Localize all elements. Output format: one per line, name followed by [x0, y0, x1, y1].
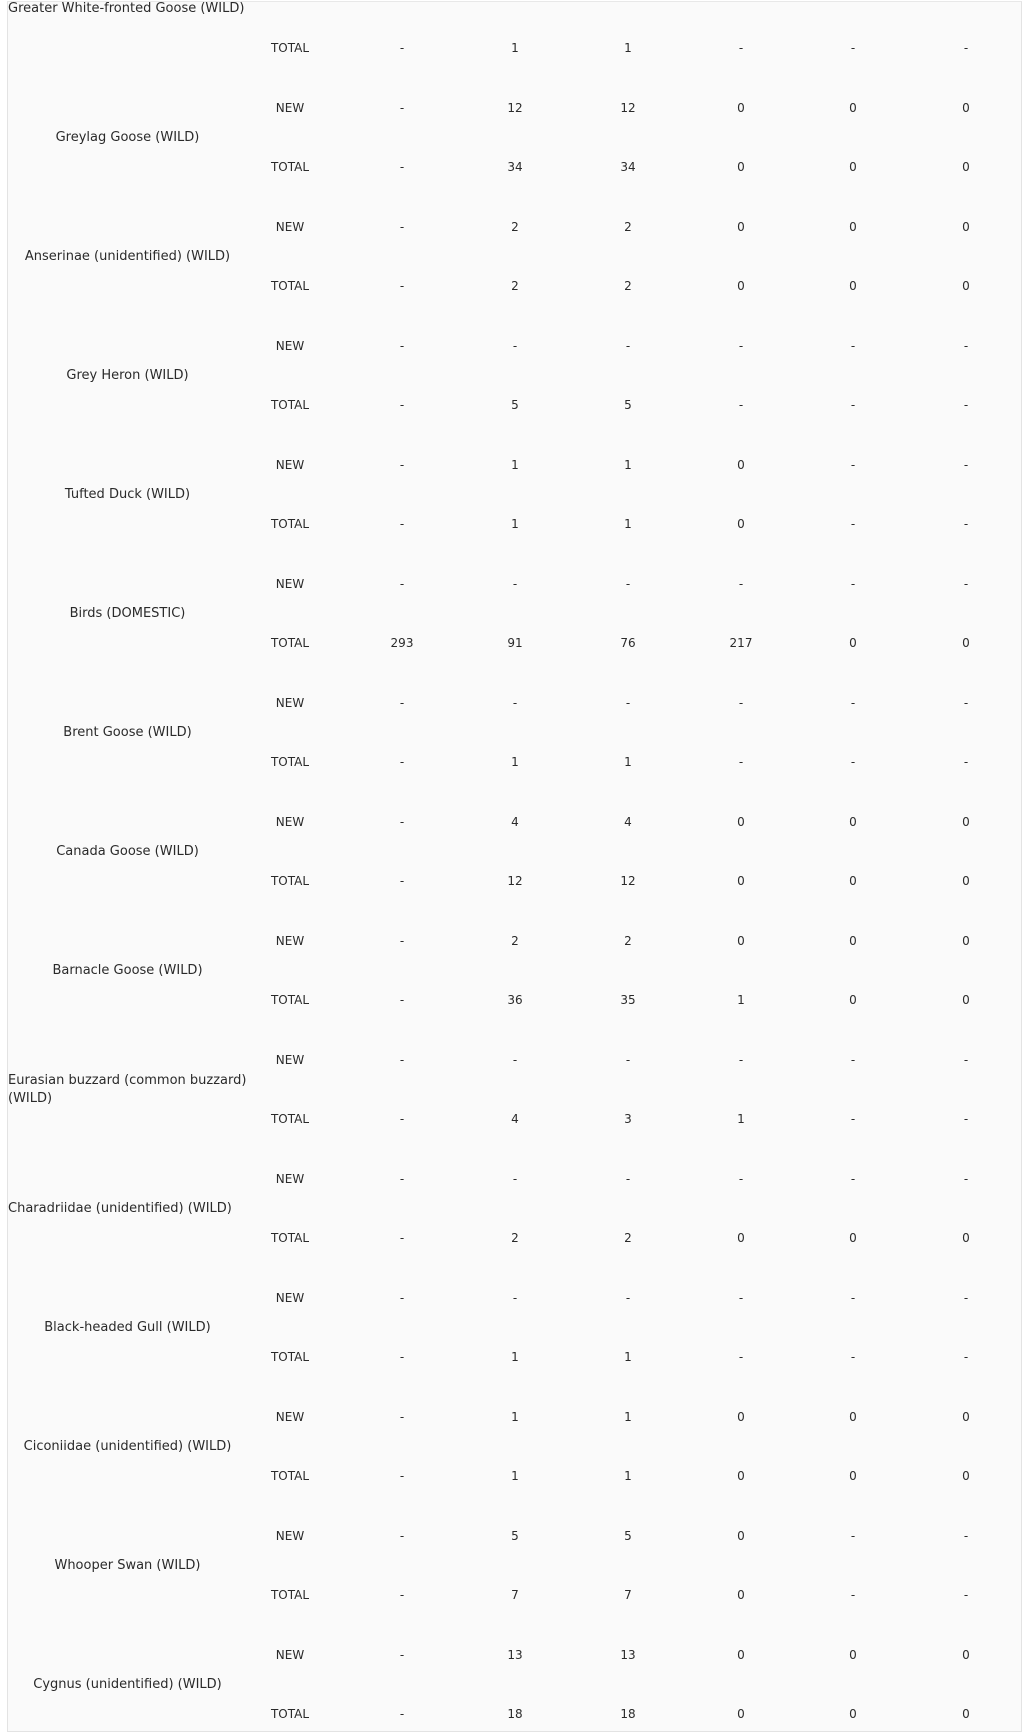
value-cell: -	[399, 1350, 405, 1364]
value-cell: -	[963, 339, 969, 353]
value-cell: -	[963, 458, 969, 472]
value-cell: 0	[962, 279, 970, 293]
species-name: Anserinae (unidentified) (WILD)	[24, 248, 231, 264]
species-name: Barnacle Goose (WILD)	[52, 962, 203, 978]
value-cell: 0	[962, 1648, 970, 1662]
value-cell: 0	[849, 101, 857, 115]
value-cell: -	[399, 1588, 405, 1602]
value-cell: 18	[620, 1707, 636, 1721]
value-cell: -	[738, 41, 744, 55]
row-type-cell: NEW	[275, 458, 305, 472]
row-type-cell: NEW	[275, 339, 305, 353]
value-cell: 3	[624, 1112, 632, 1126]
value-cell: 1	[511, 1350, 519, 1364]
value-cell: 0	[737, 815, 745, 829]
value-cell: -	[963, 1350, 969, 1364]
value-cell: -	[399, 41, 405, 55]
value-cell: -	[738, 755, 744, 769]
table-row	[247, 217, 1022, 237]
row-type-cell: TOTAL	[270, 1588, 310, 1602]
table-row	[247, 693, 1022, 713]
value-cell: 12	[507, 874, 523, 888]
value-cell: 2	[624, 1231, 632, 1245]
table-row	[247, 871, 1022, 891]
value-cell: 0	[849, 636, 857, 650]
value-cell: 5	[511, 398, 519, 412]
value-cell: -	[963, 1053, 969, 1067]
species-name: Ciconiidae (unidentified) (WILD)	[23, 1438, 232, 1454]
value-cell: 0	[737, 1588, 745, 1602]
table-row	[247, 990, 1022, 1010]
value-cell: 1	[511, 1410, 519, 1424]
value-cell: 1	[737, 993, 745, 1007]
value-cell: -	[963, 1112, 969, 1126]
species-name: Whooper Swan (WILD)	[54, 1557, 201, 1573]
value-cell: 1	[737, 1112, 745, 1126]
value-cell: -	[399, 577, 405, 591]
species-table	[7, 1, 1022, 1732]
row-type-cell: TOTAL	[270, 1112, 310, 1126]
value-cell: 2	[511, 220, 519, 234]
table-row	[247, 812, 1022, 832]
value-cell: -	[399, 934, 405, 948]
row-type-cell: TOTAL	[270, 398, 310, 412]
value-cell: 0	[737, 1707, 745, 1721]
row-type-cell: NEW	[275, 1410, 305, 1424]
value-cell: 13	[507, 1648, 523, 1662]
table-row	[247, 1704, 1022, 1724]
table-row	[247, 1050, 1022, 1070]
value-cell: 1	[624, 41, 632, 55]
value-cell: 4	[511, 1112, 519, 1126]
value-cell: -	[963, 755, 969, 769]
value-cell: 5	[624, 398, 632, 412]
table-row	[247, 38, 1022, 58]
value-cell: -	[738, 577, 744, 591]
value-cell: 1	[624, 517, 632, 531]
value-cell: 1	[624, 1469, 632, 1483]
value-cell: -	[399, 1469, 405, 1483]
value-cell: -	[399, 1053, 405, 1067]
value-cell: 0	[737, 1410, 745, 1424]
value-cell: -	[850, 517, 856, 531]
value-cell: 0	[737, 160, 745, 174]
value-cell: 34	[507, 160, 523, 174]
value-cell: 0	[849, 1648, 857, 1662]
value-cell: -	[625, 696, 631, 710]
table-row	[247, 1109, 1022, 1129]
value-cell: -	[850, 1588, 856, 1602]
value-cell: 0	[737, 517, 745, 531]
value-cell: -	[850, 1053, 856, 1067]
species-name: Birds (DOMESTIC)	[69, 605, 186, 621]
value-cell: 5	[511, 1529, 519, 1543]
value-cell: -	[738, 1350, 744, 1364]
value-cell: 0	[737, 1529, 745, 1543]
table-row	[247, 514, 1022, 534]
value-cell: 12	[507, 101, 523, 115]
species-name: Greylag Goose (WILD)	[55, 129, 200, 145]
value-cell: 4	[511, 815, 519, 829]
value-cell: 0	[737, 934, 745, 948]
value-cell: 5	[624, 1529, 632, 1543]
value-cell: -	[850, 577, 856, 591]
value-cell: 0	[737, 220, 745, 234]
species-name: Greater White-fronted Goose (WILD)	[8, 1, 245, 16]
row-type-cell: TOTAL	[270, 1707, 310, 1721]
row-type-cell: NEW	[275, 934, 305, 948]
value-cell: 0	[737, 874, 745, 888]
value-cell: -	[850, 696, 856, 710]
value-cell: -	[512, 1291, 518, 1305]
value-cell: 1	[624, 458, 632, 472]
value-cell: 1	[511, 755, 519, 769]
value-cell: -	[850, 398, 856, 412]
value-cell: 0	[849, 160, 857, 174]
value-cell: 293	[390, 636, 414, 650]
value-cell: 0	[962, 993, 970, 1007]
row-type-cell: TOTAL	[270, 160, 310, 174]
value-cell: 1	[624, 755, 632, 769]
table-row	[247, 931, 1022, 951]
value-cell: -	[738, 1172, 744, 1186]
value-cell: 2	[511, 934, 519, 948]
row-type-cell: NEW	[275, 1172, 305, 1186]
value-cell: 0	[737, 279, 745, 293]
table-row	[247, 1407, 1022, 1427]
row-type-cell: NEW	[275, 1529, 305, 1543]
row-type-cell: NEW	[275, 101, 305, 115]
row-type-cell: NEW	[275, 1291, 305, 1305]
table-row	[247, 1288, 1022, 1308]
value-cell: 0	[849, 874, 857, 888]
value-cell: 36	[507, 993, 523, 1007]
value-cell: -	[512, 339, 518, 353]
value-cell: 0	[849, 934, 857, 948]
value-cell: 0	[737, 458, 745, 472]
value-cell: -	[963, 1172, 969, 1186]
value-cell: 0	[737, 1648, 745, 1662]
value-cell: 0	[849, 1469, 857, 1483]
value-cell: -	[850, 1529, 856, 1543]
value-cell: -	[963, 398, 969, 412]
value-cell: 0	[962, 1469, 970, 1483]
value-cell: 18	[507, 1707, 523, 1721]
value-cell: 1	[624, 1350, 632, 1364]
value-cell: -	[850, 1172, 856, 1186]
value-cell: -	[738, 696, 744, 710]
value-cell: -	[512, 577, 518, 591]
value-cell: 0	[962, 220, 970, 234]
value-cell: -	[850, 755, 856, 769]
row-type-cell: NEW	[275, 220, 305, 234]
species-name: Eurasian buzzard (common buzzard) (WILD)	[8, 1072, 247, 1106]
value-cell: -	[963, 577, 969, 591]
value-cell: -	[399, 220, 405, 234]
table-row	[247, 1585, 1022, 1605]
value-cell: 2	[624, 220, 632, 234]
value-cell: -	[625, 339, 631, 353]
value-cell: -	[399, 1112, 405, 1126]
value-cell: 7	[624, 1588, 632, 1602]
table-row	[247, 157, 1022, 177]
row-type-cell: TOTAL	[270, 755, 310, 769]
table-row	[247, 336, 1022, 356]
value-cell: 91	[507, 636, 523, 650]
value-cell: -	[399, 458, 405, 472]
species-name: Black-headed Gull (WILD)	[44, 1319, 211, 1335]
value-cell: -	[738, 339, 744, 353]
table-row	[247, 276, 1022, 296]
value-cell: -	[738, 1053, 744, 1067]
table-row	[247, 752, 1022, 772]
value-cell: 12	[620, 101, 636, 115]
value-cell: -	[963, 517, 969, 531]
value-cell: -	[625, 1053, 631, 1067]
value-cell: -	[850, 339, 856, 353]
value-cell: -	[399, 993, 405, 1007]
species-name: Tufted Duck (WILD)	[64, 486, 191, 502]
value-cell: -	[399, 874, 405, 888]
value-cell: 7	[511, 1588, 519, 1602]
value-cell: 0	[962, 1231, 970, 1245]
value-cell: -	[963, 1291, 969, 1305]
row-type-cell: TOTAL	[270, 993, 310, 1007]
row-type-cell: TOTAL	[270, 1469, 310, 1483]
value-cell: 1	[511, 41, 519, 55]
value-cell: -	[963, 41, 969, 55]
table-row	[247, 1645, 1022, 1665]
value-cell: 2	[624, 279, 632, 293]
value-cell: 4	[624, 815, 632, 829]
value-cell: -	[399, 815, 405, 829]
value-cell: -	[399, 755, 405, 769]
value-cell: 0	[962, 160, 970, 174]
value-cell: 0	[849, 220, 857, 234]
value-cell: -	[399, 398, 405, 412]
value-cell: -	[399, 517, 405, 531]
value-cell: 0	[849, 993, 857, 1007]
species-name: Canada Goose (WILD)	[56, 843, 199, 859]
table-row	[247, 1466, 1022, 1486]
table-row	[247, 1347, 1022, 1367]
value-cell: 0	[962, 815, 970, 829]
value-cell: 0	[962, 874, 970, 888]
value-cell: 0	[962, 1707, 970, 1721]
value-cell: 0	[849, 815, 857, 829]
value-cell: 0	[849, 1231, 857, 1245]
row-type-cell: TOTAL	[270, 874, 310, 888]
value-cell: 1	[511, 458, 519, 472]
value-cell: 35	[620, 993, 636, 1007]
value-cell: -	[399, 1231, 405, 1245]
row-type-cell: TOTAL	[270, 636, 310, 650]
value-cell: -	[399, 339, 405, 353]
value-cell: 12	[620, 874, 636, 888]
table-row	[247, 1228, 1022, 1248]
row-type-cell: NEW	[275, 1053, 305, 1067]
table-row	[247, 395, 1022, 415]
row-type-cell: NEW	[275, 815, 305, 829]
row-type-cell: TOTAL	[270, 41, 310, 55]
value-cell: -	[399, 160, 405, 174]
value-cell: -	[399, 1172, 405, 1186]
row-type-cell: TOTAL	[270, 279, 310, 293]
value-cell: -	[850, 41, 856, 55]
value-cell: 0	[962, 1410, 970, 1424]
value-cell: -	[963, 696, 969, 710]
table-row	[247, 455, 1022, 475]
value-cell: -	[738, 1291, 744, 1305]
value-cell: -	[399, 101, 405, 115]
table-row	[247, 633, 1022, 653]
value-cell: -	[625, 1291, 631, 1305]
value-cell: -	[850, 458, 856, 472]
row-type-cell: TOTAL	[270, 1231, 310, 1245]
value-cell: 0	[849, 279, 857, 293]
value-cell: -	[399, 1291, 405, 1305]
species-name: Grey Heron (WILD)	[66, 367, 189, 383]
value-cell: -	[399, 1648, 405, 1662]
value-cell: -	[850, 1291, 856, 1305]
value-cell: 1	[511, 1469, 519, 1483]
table-row	[247, 98, 1022, 118]
species-name: Cygnus (unidentified) (WILD)	[33, 1676, 222, 1692]
value-cell: 0	[737, 1469, 745, 1483]
value-cell: -	[625, 1172, 631, 1186]
table-row	[247, 1526, 1022, 1546]
value-cell: 217	[729, 636, 753, 650]
value-cell: -	[399, 1707, 405, 1721]
value-cell: -	[512, 1172, 518, 1186]
value-cell: 2	[511, 279, 519, 293]
value-cell: 0	[737, 101, 745, 115]
value-cell: -	[850, 1350, 856, 1364]
value-cell: -	[399, 696, 405, 710]
value-cell: 2	[511, 1231, 519, 1245]
value-cell: 1	[624, 1410, 632, 1424]
value-cell: 0	[962, 101, 970, 115]
table-row	[247, 1169, 1022, 1189]
species-name: Brent Goose (WILD)	[63, 724, 192, 740]
value-cell: 0	[849, 1707, 857, 1721]
value-cell: 34	[620, 160, 636, 174]
value-cell: -	[399, 1529, 405, 1543]
value-cell: 2	[624, 934, 632, 948]
row-type-cell: TOTAL	[270, 517, 310, 531]
value-cell: 13	[620, 1648, 636, 1662]
value-cell: -	[399, 1410, 405, 1424]
value-cell: 0	[849, 1410, 857, 1424]
value-cell: 0	[962, 636, 970, 650]
value-cell: 1	[511, 517, 519, 531]
value-cell: -	[512, 696, 518, 710]
row-type-cell: NEW	[275, 577, 305, 591]
value-cell: -	[963, 1588, 969, 1602]
row-type-cell: NEW	[275, 696, 305, 710]
value-cell: -	[625, 577, 631, 591]
value-cell: 0	[962, 934, 970, 948]
value-cell: 0	[737, 1231, 745, 1245]
row-type-cell: TOTAL	[270, 1350, 310, 1364]
value-cell: -	[512, 1053, 518, 1067]
species-name: Charadriidae (unidentified) (WILD)	[8, 1200, 232, 1216]
value-cell: -	[399, 279, 405, 293]
row-type-cell: NEW	[275, 1648, 305, 1662]
value-cell: 76	[620, 636, 636, 650]
value-cell: -	[963, 1529, 969, 1543]
value-cell: -	[738, 398, 744, 412]
value-cell: -	[850, 1112, 856, 1126]
table-row	[247, 574, 1022, 594]
